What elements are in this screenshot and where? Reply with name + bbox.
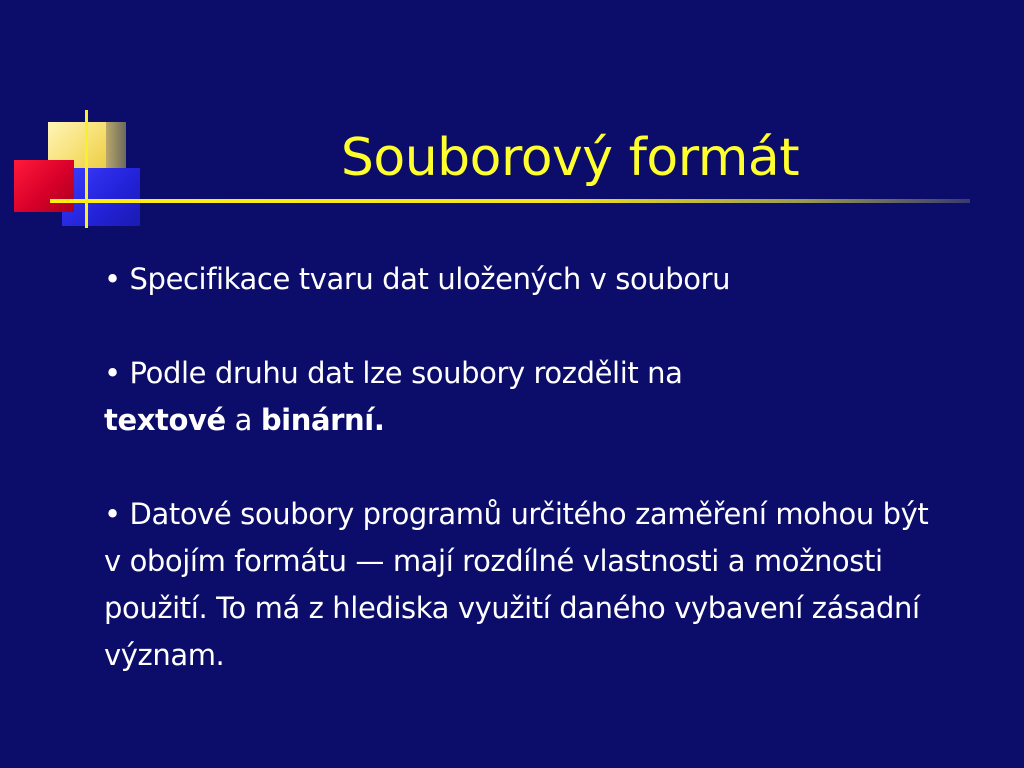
bullet-symbol: •	[104, 497, 121, 531]
bullet-paragraph-3	[104, 491, 944, 679]
bullet-text: Specifikace tvaru dat uložených v souboru	[129, 262, 731, 296]
bullet-symbol: •	[104, 356, 121, 390]
title-underline	[50, 199, 970, 203]
bullet-symbol: •	[104, 262, 121, 296]
bullet-text: Podle druhu dat lze soubory rozdělit na	[129, 356, 683, 390]
bullet-paragraph-2	[104, 350, 944, 444]
slide-body	[104, 256, 944, 679]
red-square	[14, 160, 74, 212]
term-binarni: binární.	[260, 403, 385, 437]
term-textove: textové	[104, 403, 226, 437]
vertical-accent-line	[85, 110, 88, 228]
slide-title: Souborový formát	[340, 128, 800, 188]
connector-word: a	[234, 403, 252, 437]
bullet-paragraph-1	[104, 256, 944, 303]
bullet-text: Datové soubory programů určitého zaměření mohou být v obojím formátu — mají rozdílné vlastnosti a možnosti použití. To má z hlediska využití daného vybavení zásadní význam.	[104, 497, 929, 672]
decorative-squares-logo	[0, 0, 160, 240]
